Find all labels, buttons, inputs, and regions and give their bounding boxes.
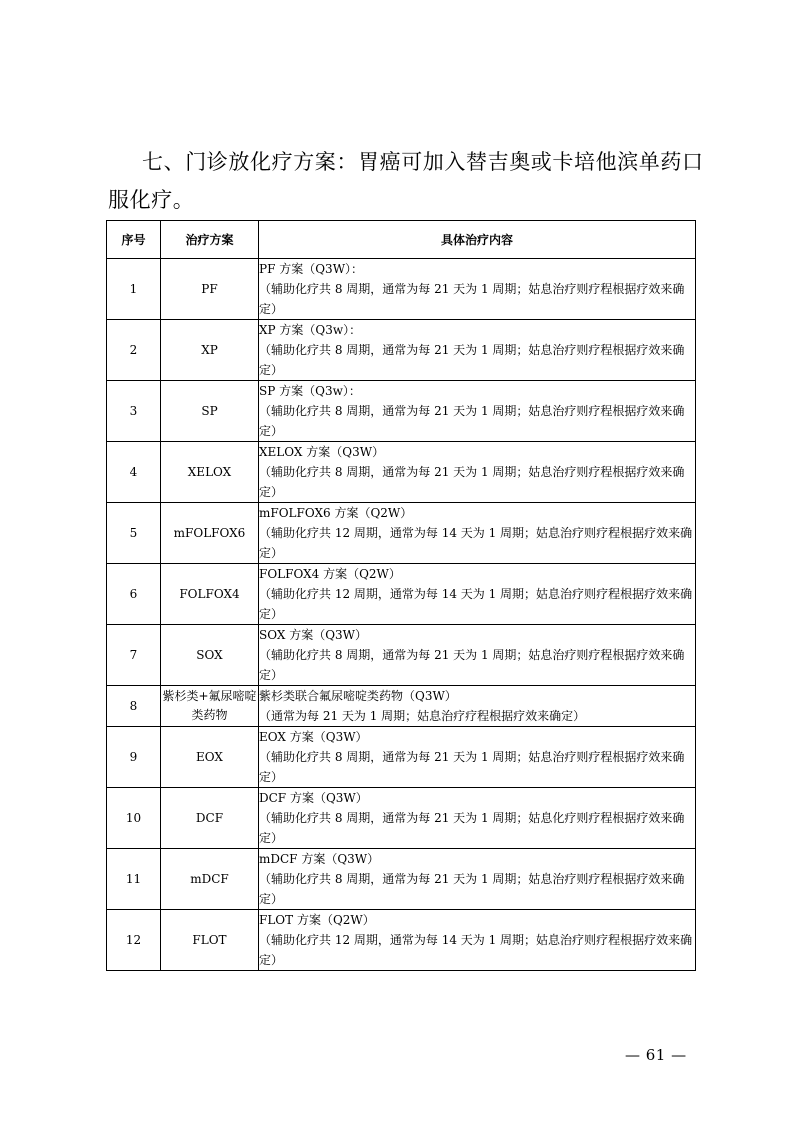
table-row	[107, 686, 696, 727]
treatment-content-cell	[259, 320, 696, 381]
table-row	[107, 564, 696, 625]
regimen-title: PF 方案（Q3W）：	[259, 262, 364, 276]
regimen-detail: （辅助化疗共 12 周期，通常为每 14 天为 1 周期；姑息治疗则疗程根据疗效来确定）	[259, 587, 693, 621]
table-row	[107, 849, 696, 910]
serial-number-cell: 1	[107, 259, 161, 320]
header-treatment-content: 具体治疗内容	[259, 221, 696, 259]
table-row	[107, 727, 696, 788]
regimen-name-cell: mDCF	[161, 849, 259, 910]
treatment-content-cell	[259, 625, 696, 686]
regimen-title: mFOLFOX6 方案（Q2W）	[259, 506, 413, 520]
table-row	[107, 442, 696, 503]
treatment-content-cell	[259, 381, 696, 442]
serial-number-cell: 11	[107, 849, 161, 910]
regimen-name-cell: mFOLFOX6	[161, 503, 259, 564]
regimen-name-cell: XELOX	[161, 442, 259, 503]
page-number: — 61 —	[625, 1046, 687, 1064]
regimen-detail: （辅助化疗共 8 周期，通常为每 21 天为 1 周期；姑息治疗则疗程根据疗效来确定）	[259, 282, 685, 316]
regimen-detail: （辅助化疗共 8 周期，通常为每 21 天为 1 周期；姑息治疗则疗程根据疗效来确定）	[259, 872, 685, 906]
regimen-title: FLOT 方案（Q2W）	[259, 913, 375, 927]
regimen-detail: （辅助化疗共 12 周期，通常为每 14 天为 1 周期；姑息治疗则疗程根据疗效来确定）	[259, 526, 693, 560]
regimen-title: FOLFOX4 方案（Q2W）	[259, 567, 401, 581]
serial-number-cell: 9	[107, 727, 161, 788]
serial-number-cell: 4	[107, 442, 161, 503]
treatment-content-cell	[259, 788, 696, 849]
treatment-content-cell	[259, 564, 696, 625]
regimen-title: EOX 方案（Q3W）	[259, 730, 368, 744]
regimen-detail: （辅助化疗共 12 周期，通常为每 14 天为 1 周期；姑息治疗则疗程根据疗效来确定）	[259, 933, 693, 967]
section-heading-text: 七、门诊放化疗方案：胃癌可加入替吉奥或卡培他滨单药口服化疗。	[108, 150, 704, 212]
regimen-name-cell: 紫杉类+氟尿嘧啶类药物	[161, 686, 259, 727]
header-serial-number: 序号	[107, 221, 161, 259]
regimen-name-cell: FLOT	[161, 910, 259, 971]
serial-number-cell: 2	[107, 320, 161, 381]
section-heading	[108, 143, 708, 219]
regimen-title: SP 方案（Q3w）：	[259, 384, 361, 398]
serial-number-cell: 10	[107, 788, 161, 849]
treatment-content-cell	[259, 259, 696, 320]
table-row	[107, 259, 696, 320]
regimen-table	[106, 220, 696, 971]
regimen-title: mDCF 方案（Q3W）	[259, 852, 380, 866]
regimen-detail: （辅助化疗共 8 周期，通常为每 21 天为 1 周期；姑息治疗则疗程根据疗效来确定）	[259, 343, 685, 377]
serial-number-cell: 5	[107, 503, 161, 564]
regimen-name-cell: SOX	[161, 625, 259, 686]
table-row	[107, 788, 696, 849]
regimen-title: DCF 方案（Q3W）	[259, 791, 368, 805]
regimen-detail: （辅助化疗共 8 周期，通常为每 21 天为 1 周期；姑息治疗则疗程根据疗效来确定）	[259, 404, 685, 438]
treatment-content-cell	[259, 442, 696, 503]
treatment-content-cell	[259, 910, 696, 971]
regimen-name-cell: PF	[161, 259, 259, 320]
regimen-detail: （辅助化疗共 8 周期，通常为每 21 天为 1 周期；姑息治疗则疗程根据疗效来确定）	[259, 648, 685, 682]
table-row	[107, 910, 696, 971]
regimen-name-cell: EOX	[161, 727, 259, 788]
header-regimen: 治疗方案	[161, 221, 259, 259]
serial-number-cell: 7	[107, 625, 161, 686]
regimen-detail: （通常为每 21 天为 1 周期；姑息治疗疗程根据疗效来确定）	[259, 709, 586, 723]
regimen-title: XP 方案（Q3w）：	[259, 323, 362, 337]
regimen-title: SOX 方案（Q3W）	[259, 628, 368, 642]
treatment-content-cell	[259, 849, 696, 910]
treatment-content-cell	[259, 686, 696, 727]
regimen-name-cell: FOLFOX4	[161, 564, 259, 625]
regimen-title: XELOX 方案（Q3W）	[259, 445, 385, 459]
table-row	[107, 625, 696, 686]
regimen-name-cell: DCF	[161, 788, 259, 849]
treatment-content-cell	[259, 503, 696, 564]
serial-number-cell: 6	[107, 564, 161, 625]
regimen-name-cell: SP	[161, 381, 259, 442]
serial-number-cell: 3	[107, 381, 161, 442]
regimen-title: 紫杉类联合氟尿嘧啶类药物（Q3W）	[259, 689, 457, 703]
table-row	[107, 381, 696, 442]
table-row	[107, 320, 696, 381]
table-row	[107, 503, 696, 564]
serial-number-cell: 8	[107, 686, 161, 727]
serial-number-cell: 12	[107, 910, 161, 971]
regimen-name-cell: XP	[161, 320, 259, 381]
table-header-row	[107, 221, 696, 259]
treatment-content-cell	[259, 727, 696, 788]
regimen-detail: （辅助化疗共 8 周期，通常为每 21 天为 1 周期；姑息治疗则疗程根据疗效来确定）	[259, 465, 685, 499]
regimen-detail: （辅助化疗共 8 周期，通常为每 21 天为 1 周期；姑息化疗则疗程根据疗效来确定）	[259, 811, 685, 845]
regimen-detail: （辅助化疗共 8 周期，通常为每 21 天为 1 周期；姑息治疗则疗程根据疗效来确定）	[259, 750, 685, 784]
